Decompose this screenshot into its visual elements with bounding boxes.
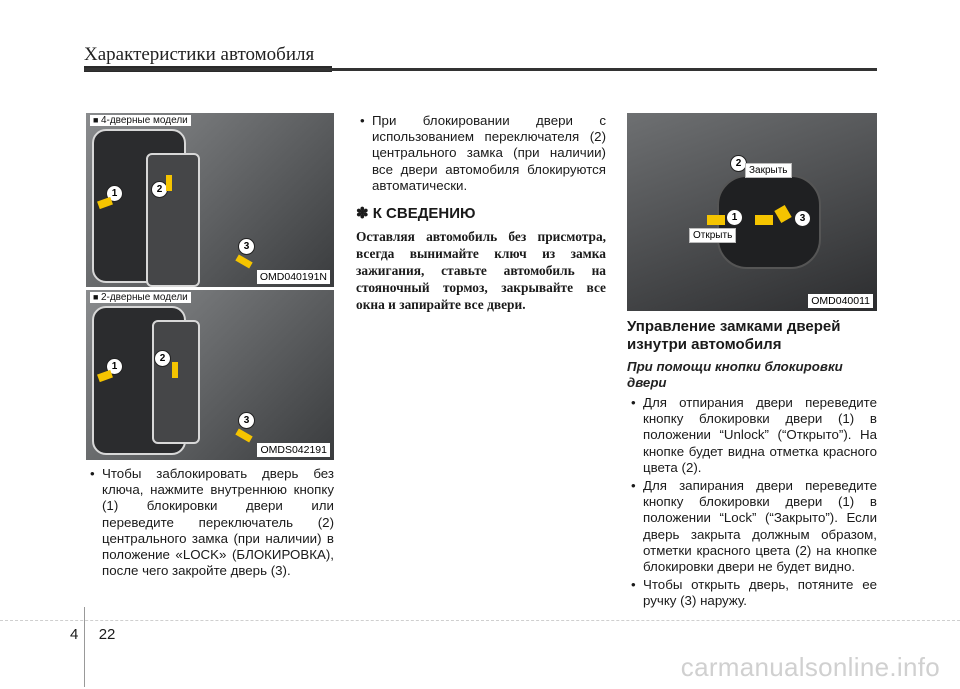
callout-badge-2: 2 [154, 350, 171, 367]
callout-badge-2: 2 [151, 181, 168, 198]
figure-code: OMDS042191 [257, 443, 330, 457]
bullet-text: • Для запирания двери переведите кнопку блокировки двери (1) в положении “Lock” (“Закрыто”). Если дверь закрыта должным образом, отметки красного цвета (2) на кнопке блокировки двери не будет видно. [627, 478, 877, 575]
model-label-2door: ■ 2-дверные модели [90, 292, 191, 303]
label-open: Открыть [689, 228, 736, 243]
notice-text: Оставляя автомобиль без присмотра, всегда вынимайте ключ из замка зажигания, ставьте автомобиль на стояночный тормоз, закрывайте все окна и запирайте все двери. [356, 229, 606, 313]
arrow-icon [172, 362, 178, 378]
bullet-text: • Чтобы открыть дверь, потяните ее ручку (3) наружу. [627, 577, 877, 609]
callout-badge-2: 2 [730, 155, 747, 172]
callout-badge-1: 1 [106, 358, 123, 375]
right-column-text [627, 318, 877, 612]
figure-code: OMD040011 [808, 294, 873, 308]
middle-column [356, 113, 606, 313]
arrow-right-icon [755, 215, 773, 225]
figure-door-lock [627, 113, 877, 311]
model-label-4door: ■ 4-дверные модели [90, 115, 191, 126]
section-title: Управление замками дверей изнутри автомобиля [627, 318, 841, 353]
callout-badge-3: 3 [238, 238, 255, 255]
figure-code: OMD040191N [257, 270, 330, 284]
callout-badge-3: 3 [794, 210, 811, 227]
callout-badge-1: 1 [726, 209, 743, 226]
page-header-title: Характеристики автомобиля [84, 44, 315, 65]
bullet-text: • Чтобы заблокировать дверь без ключа, нажмите внутреннюю кнопку (1) блокировки двери или переведите переключатель (2) центрального замка (при наличии) в положение «LOCK» (БЛОКИРОВКА), после чего закройте дверь (3). [86, 466, 334, 579]
figure-4-door [86, 113, 334, 287]
section-number: 4 [70, 626, 79, 643]
header-rule [84, 68, 877, 71]
notice-title: ✽ К СВЕДЕНИЮ [356, 205, 476, 223]
footer-dashed-rule [0, 620, 960, 621]
arrow-icon [166, 175, 172, 191]
label-close: Закрыть [745, 163, 792, 178]
figure-2-door [86, 290, 334, 460]
page-number-separator [84, 607, 85, 687]
watermark: carmanualsonline.info [680, 652, 940, 682]
subsection-title: При помощи кнопки блокировки двери [627, 359, 843, 390]
page-number [70, 626, 115, 643]
page-number-value: 22 [98, 626, 116, 643]
bullet-text: • Для отпирания двери переведите кнопку блокировки двери (1) в положении “Unlock” (“Открыто”). На кнопке будет видна отметка красного цвета (2). [627, 395, 877, 476]
callout-badge-1: 1 [106, 185, 123, 202]
left-column-text [86, 466, 334, 581]
bullet-text: • При блокировании двери с использованием переключателя (2) центрального замка (при наличии) все двери автомобиля блокируются автоматически. [356, 113, 606, 194]
arrow-left-icon [707, 215, 725, 225]
callout-badge-3: 3 [238, 412, 255, 429]
